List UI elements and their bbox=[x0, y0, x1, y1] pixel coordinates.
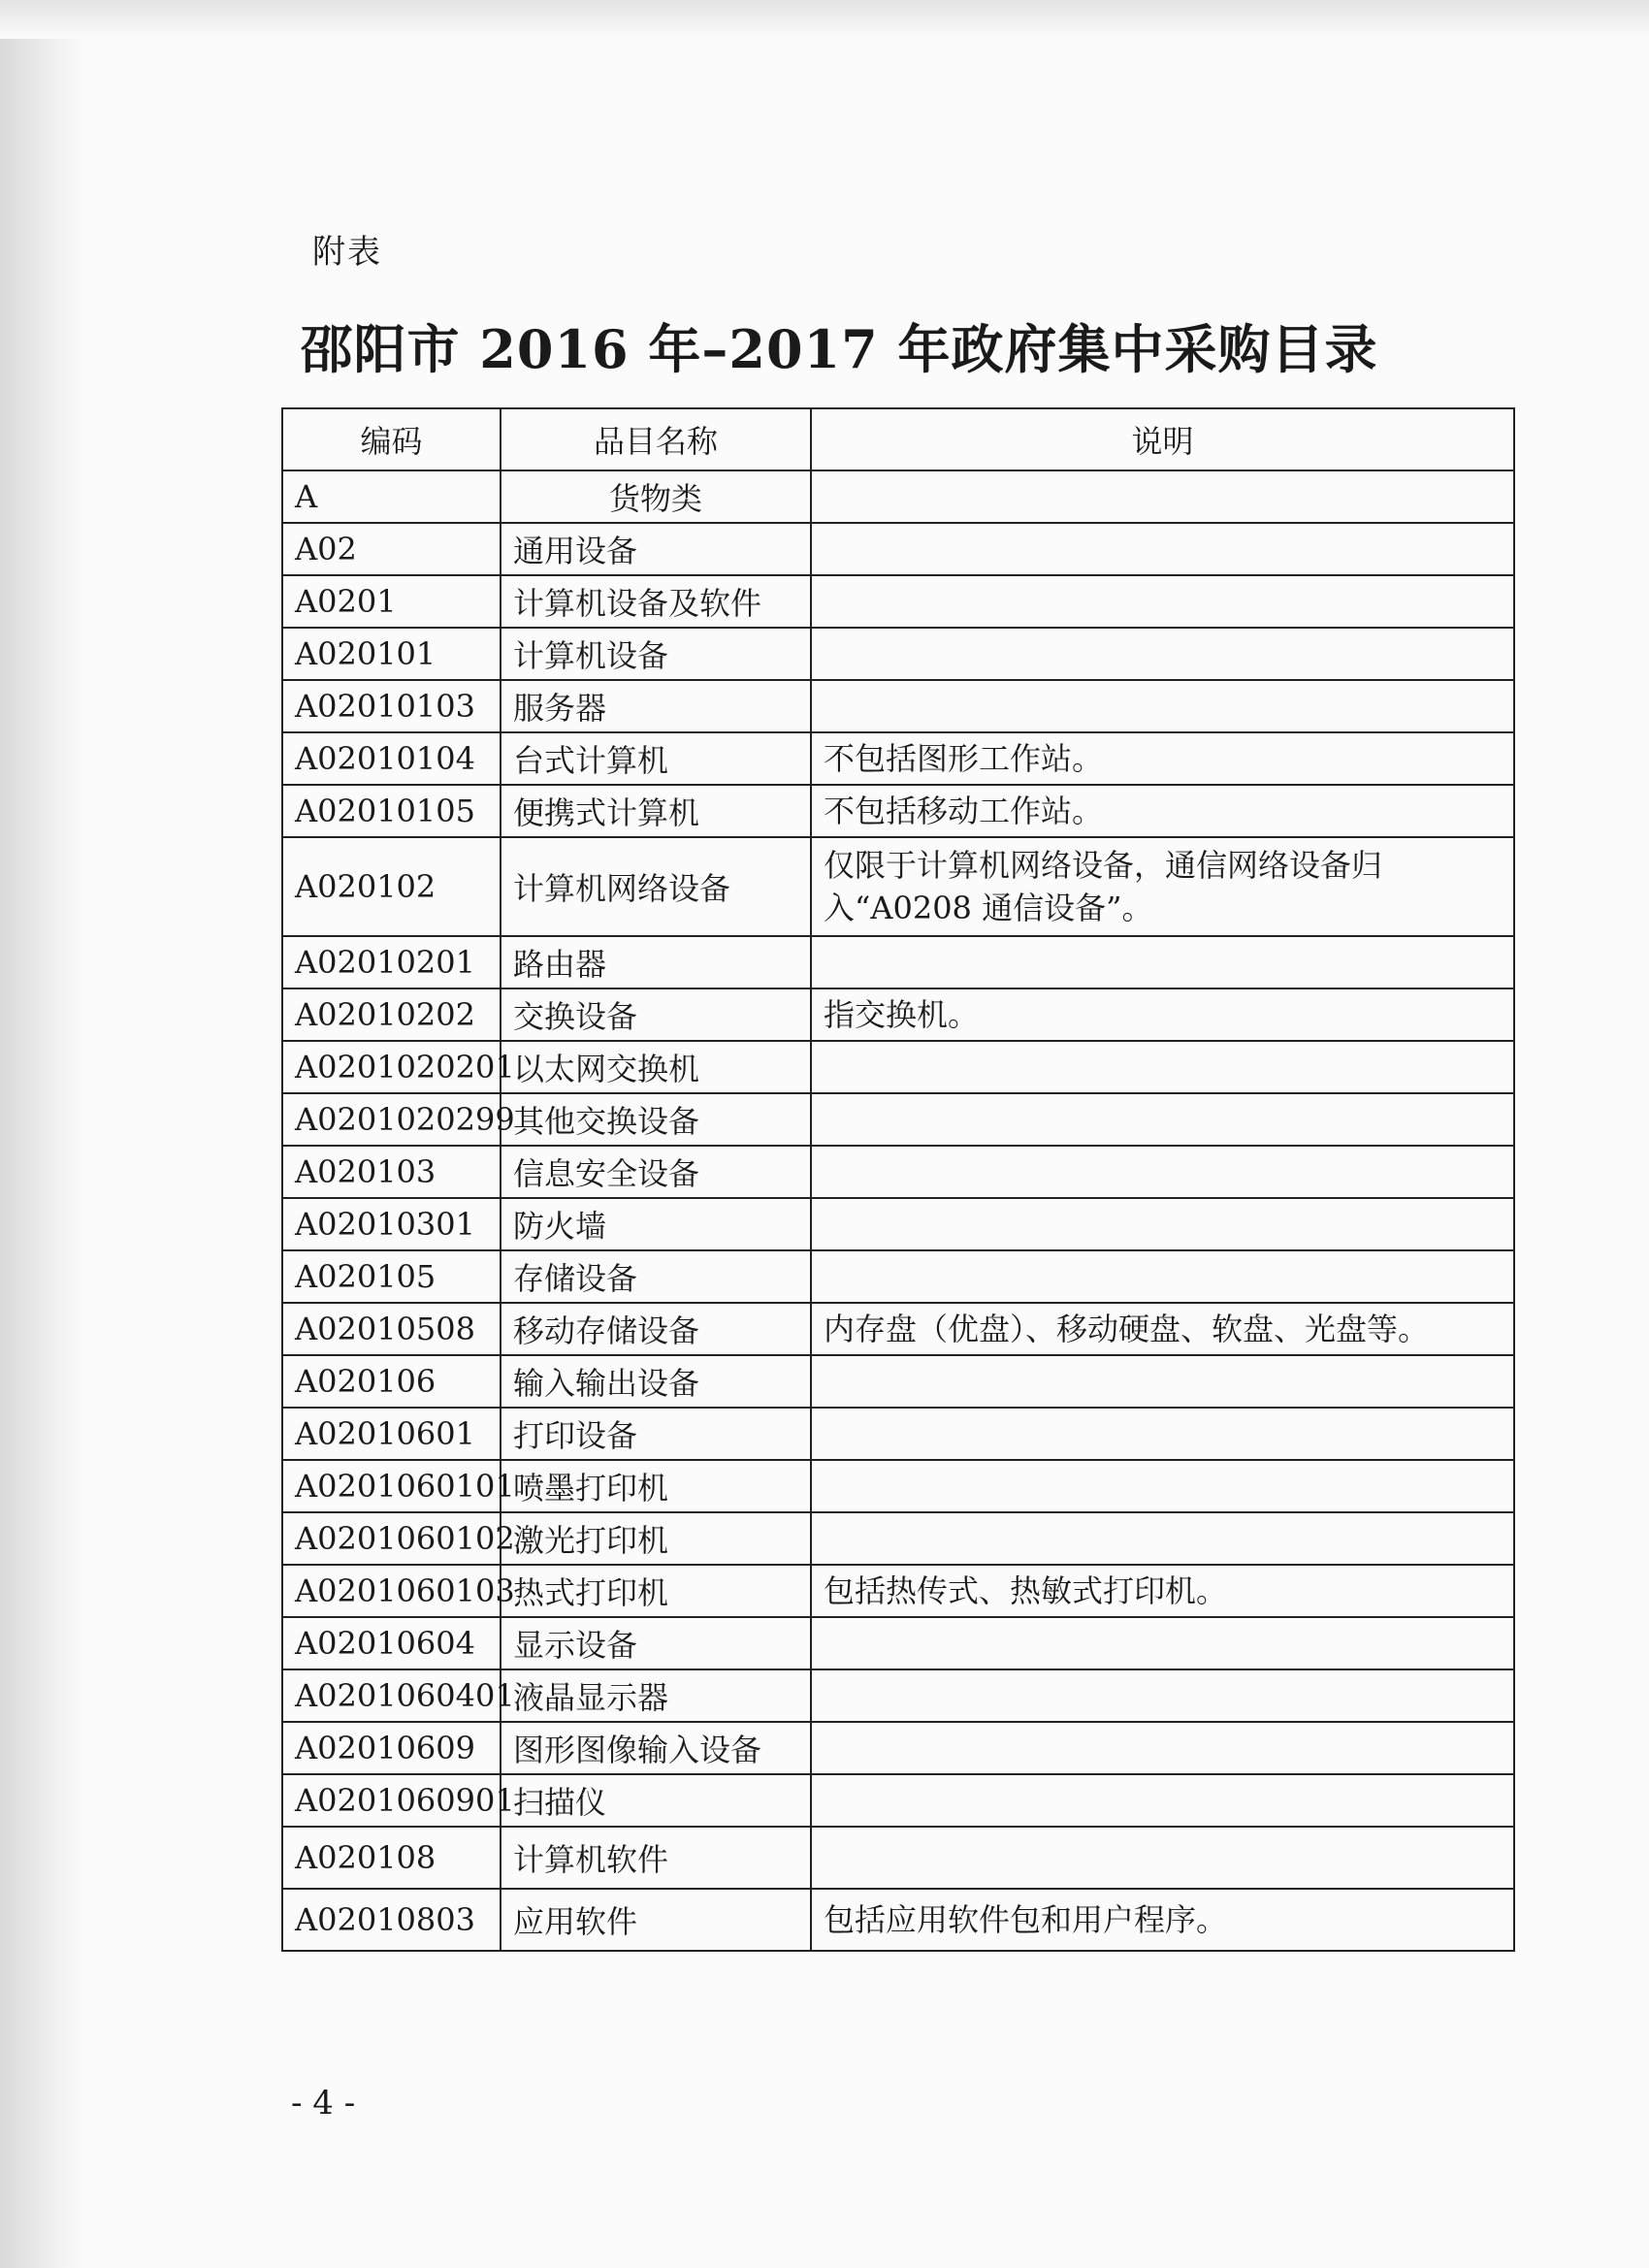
table-row bbox=[282, 1041, 1514, 1093]
table-row bbox=[282, 1889, 1514, 1951]
row-desc bbox=[811, 575, 1514, 628]
table-row bbox=[282, 837, 1514, 936]
row-desc bbox=[811, 1041, 1514, 1093]
row-desc bbox=[811, 628, 1514, 680]
row-code: A02010103 bbox=[282, 680, 501, 732]
table-row bbox=[282, 1093, 1514, 1146]
row-code: A0201020299 bbox=[282, 1093, 501, 1146]
row-name: 计算机设备 bbox=[501, 628, 811, 680]
row-name: 台式计算机 bbox=[501, 732, 811, 785]
row-code: A02010601 bbox=[282, 1408, 501, 1460]
page-title: 邵阳市 2016 年–2017 年政府集中采购目录 bbox=[300, 318, 1378, 380]
row-desc bbox=[811, 680, 1514, 732]
table-row bbox=[282, 1250, 1514, 1303]
header-desc: 说明 bbox=[811, 408, 1514, 470]
row-desc: 仅限于计算机网络设备，通信网络设备归入“A0208 通信设备”。 bbox=[811, 837, 1514, 936]
row-desc: 包括热传式、热敏式打印机。 bbox=[811, 1565, 1514, 1617]
row-code: A020105 bbox=[282, 1250, 501, 1303]
row-name: 计算机软件 bbox=[501, 1827, 811, 1889]
table-row bbox=[282, 1722, 1514, 1774]
row-name: 存储设备 bbox=[501, 1250, 811, 1303]
row-name: 热式打印机 bbox=[501, 1565, 811, 1617]
row-code: A02010201 bbox=[282, 936, 501, 988]
table-row bbox=[282, 1460, 1514, 1512]
table-row bbox=[282, 1146, 1514, 1198]
row-code: A02010202 bbox=[282, 988, 501, 1041]
table-row bbox=[282, 732, 1514, 785]
row-code: A0201020201 bbox=[282, 1041, 501, 1093]
table-row bbox=[282, 1355, 1514, 1408]
row-desc bbox=[811, 1617, 1514, 1669]
table-row bbox=[282, 1774, 1514, 1827]
row-code: A0201 bbox=[282, 575, 501, 628]
row-desc bbox=[811, 1669, 1514, 1722]
row-name: 液晶显示器 bbox=[501, 1669, 811, 1722]
row-name: 扫描仪 bbox=[501, 1774, 811, 1827]
row-desc bbox=[811, 1512, 1514, 1565]
row-desc bbox=[811, 523, 1514, 575]
row-desc bbox=[811, 1722, 1514, 1774]
row-name: 计算机网络设备 bbox=[501, 837, 811, 936]
table-row bbox=[282, 1565, 1514, 1617]
header-code: 编码 bbox=[282, 408, 501, 470]
row-desc bbox=[811, 1827, 1514, 1889]
row-desc bbox=[811, 1198, 1514, 1250]
row-code: A02010803 bbox=[282, 1889, 501, 1951]
row-name: 打印设备 bbox=[501, 1408, 811, 1460]
row-desc bbox=[811, 1250, 1514, 1303]
row-desc bbox=[811, 1774, 1514, 1827]
table-row bbox=[282, 1303, 1514, 1355]
row-code: A020106 bbox=[282, 1355, 501, 1408]
row-name: 便携式计算机 bbox=[501, 785, 811, 837]
row-name: 服务器 bbox=[501, 680, 811, 732]
row-name: 计算机设备及软件 bbox=[501, 575, 811, 628]
table-row bbox=[282, 1198, 1514, 1250]
row-desc: 内存盘（优盘）、移动硬盘、软盘、光盘等。 bbox=[811, 1303, 1514, 1355]
row-name: 路由器 bbox=[501, 936, 811, 988]
row-desc bbox=[811, 470, 1514, 523]
table-row bbox=[282, 988, 1514, 1041]
row-name: 激光打印机 bbox=[501, 1512, 811, 1565]
table-row bbox=[282, 1669, 1514, 1722]
table-row bbox=[282, 1408, 1514, 1460]
appendix-label: 附表 bbox=[312, 233, 382, 272]
row-name: 喷墨打印机 bbox=[501, 1460, 811, 1512]
row-code: A02010104 bbox=[282, 732, 501, 785]
scan-edge-shadow bbox=[0, 0, 87, 2268]
table-row bbox=[282, 680, 1514, 732]
header-name: 品目名称 bbox=[501, 408, 811, 470]
row-code: A02 bbox=[282, 523, 501, 575]
table-row bbox=[282, 1617, 1514, 1669]
row-code: A02010105 bbox=[282, 785, 501, 837]
row-code: A020108 bbox=[282, 1827, 501, 1889]
row-desc: 不包括图形工作站。 bbox=[811, 732, 1514, 785]
row-code: A0201060901 bbox=[282, 1774, 501, 1827]
row-name: 货物类 bbox=[501, 470, 811, 523]
table-row bbox=[282, 470, 1514, 523]
procurement-catalog-table bbox=[281, 407, 1515, 1952]
row-desc bbox=[811, 1408, 1514, 1460]
row-desc bbox=[811, 936, 1514, 988]
row-code: A020101 bbox=[282, 628, 501, 680]
row-code: A0201060102 bbox=[282, 1512, 501, 1565]
row-code: A0201060101 bbox=[282, 1460, 501, 1512]
row-name: 显示设备 bbox=[501, 1617, 811, 1669]
row-code: A bbox=[282, 470, 501, 523]
scan-top-shadow bbox=[0, 0, 1649, 39]
row-desc bbox=[811, 1093, 1514, 1146]
row-code: A0201060401 bbox=[282, 1669, 501, 1722]
row-code: A02010609 bbox=[282, 1722, 501, 1774]
table-row bbox=[282, 575, 1514, 628]
row-desc bbox=[811, 1146, 1514, 1198]
row-name: 输入输出设备 bbox=[501, 1355, 811, 1408]
row-name: 其他交换设备 bbox=[501, 1093, 811, 1146]
row-desc: 不包括移动工作站。 bbox=[811, 785, 1514, 837]
table-header-row bbox=[282, 408, 1514, 470]
table-row bbox=[282, 936, 1514, 988]
row-desc: 包括应用软件包和用户程序。 bbox=[811, 1889, 1514, 1951]
row-name: 以太网交换机 bbox=[501, 1041, 811, 1093]
table-row bbox=[282, 1512, 1514, 1565]
row-code: A02010508 bbox=[282, 1303, 501, 1355]
table-row bbox=[282, 628, 1514, 680]
row-name: 移动存储设备 bbox=[501, 1303, 811, 1355]
row-name: 信息安全设备 bbox=[501, 1146, 811, 1198]
table-row bbox=[282, 785, 1514, 837]
row-desc bbox=[811, 1460, 1514, 1512]
row-code: A0201060103 bbox=[282, 1565, 501, 1617]
row-code: A020103 bbox=[282, 1146, 501, 1198]
row-code: A02010604 bbox=[282, 1617, 501, 1669]
table-row bbox=[282, 523, 1514, 575]
row-desc: 指交换机。 bbox=[811, 988, 1514, 1041]
row-code: A020102 bbox=[282, 837, 501, 936]
page-number: - 4 - bbox=[291, 2084, 356, 2122]
row-name: 图形图像输入设备 bbox=[501, 1722, 811, 1774]
table-row bbox=[282, 1827, 1514, 1889]
row-name: 应用软件 bbox=[501, 1889, 811, 1951]
row-desc bbox=[811, 1355, 1514, 1408]
row-name: 通用设备 bbox=[501, 523, 811, 575]
row-name: 交换设备 bbox=[501, 988, 811, 1041]
row-code: A02010301 bbox=[282, 1198, 501, 1250]
row-name: 防火墙 bbox=[501, 1198, 811, 1250]
